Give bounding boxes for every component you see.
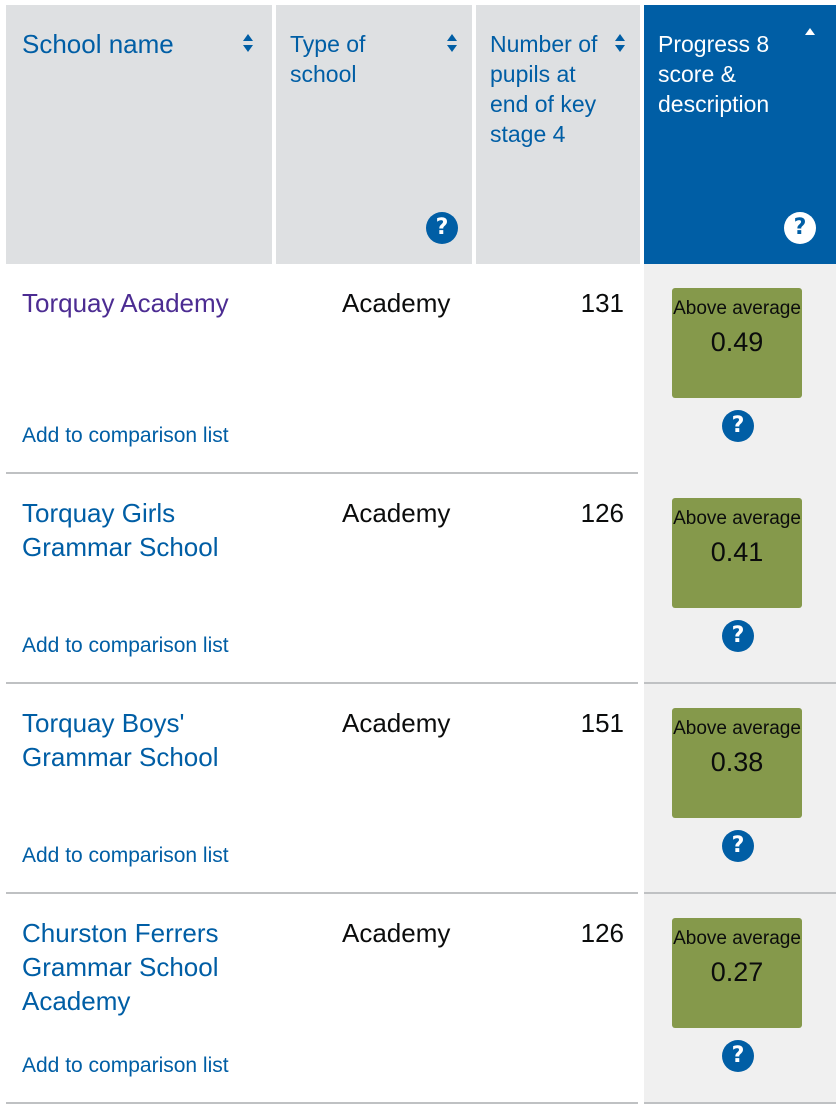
- column-header-label: Progress 8 score & description: [658, 31, 770, 117]
- add-to-comparison-link[interactable]: Add to comparison list: [22, 1054, 229, 1077]
- help-icon[interactable]: ?: [722, 830, 754, 862]
- school-name-link[interactable]: Churston Ferrers Grammar School Academy: [22, 918, 219, 1016]
- progress8-description: Above average: [673, 718, 801, 739]
- progress8-badge: [672, 708, 802, 818]
- help-icon[interactable]: ?: [722, 1040, 754, 1072]
- column-header-label: Number of pupils at end of key stage 4: [490, 31, 598, 147]
- column-header-school-name[interactable]: [6, 5, 272, 264]
- progress8-description: Above average: [673, 508, 801, 529]
- help-icon[interactable]: ?: [784, 212, 816, 244]
- column-header-progress-8[interactable]: [644, 5, 836, 264]
- sort-ascending-icon[interactable]: [804, 27, 816, 47]
- table-row: [6, 894, 836, 1104]
- add-to-comparison-link[interactable]: Add to comparison list: [22, 844, 229, 867]
- table-row: [6, 264, 836, 474]
- progress8-score: 0.38: [710, 747, 764, 777]
- progress8-score: 0.27: [710, 957, 764, 987]
- school-name-link[interactable]: Torquay Boys' Grammar School: [22, 708, 219, 772]
- pupil-count: 126: [580, 498, 624, 528]
- add-to-comparison-link[interactable]: Add to comparison list: [22, 424, 229, 447]
- progress8-description: Above average: [673, 298, 801, 319]
- progress8-description: Above average: [673, 928, 801, 949]
- pupil-count: 131: [580, 288, 624, 318]
- progress8-score: 0.41: [710, 537, 764, 567]
- progress8-badge: [672, 288, 802, 398]
- column-header-label: School name: [22, 29, 174, 59]
- progress8-badge: [672, 918, 802, 1028]
- table-row: [6, 474, 836, 684]
- column-header-type-of-school[interactable]: [276, 5, 472, 264]
- sort-both-icon[interactable]: [242, 33, 254, 53]
- school-type: Academy: [342, 498, 451, 528]
- column-header-label: Type of school: [290, 31, 366, 87]
- school-type: Academy: [342, 918, 451, 948]
- help-icon[interactable]: ?: [722, 410, 754, 442]
- school-name-link[interactable]: Torquay Girls Grammar School: [22, 498, 219, 562]
- sort-both-icon[interactable]: [446, 33, 458, 53]
- help-icon[interactable]: ?: [722, 620, 754, 652]
- column-header-pupils[interactable]: [476, 5, 640, 264]
- school-name-link[interactable]: Torquay Academy: [22, 288, 229, 318]
- progress8-score: 0.49: [710, 327, 764, 357]
- school-type: Academy: [342, 708, 451, 738]
- table-row: [6, 684, 836, 894]
- pupil-count: 151: [580, 708, 624, 738]
- help-icon[interactable]: ?: [426, 212, 458, 244]
- progress8-badge: [672, 498, 802, 608]
- pupil-count: 126: [580, 918, 624, 948]
- sort-both-icon[interactable]: [614, 33, 626, 53]
- add-to-comparison-link[interactable]: Add to comparison list: [22, 634, 229, 657]
- school-type: Academy: [342, 288, 451, 318]
